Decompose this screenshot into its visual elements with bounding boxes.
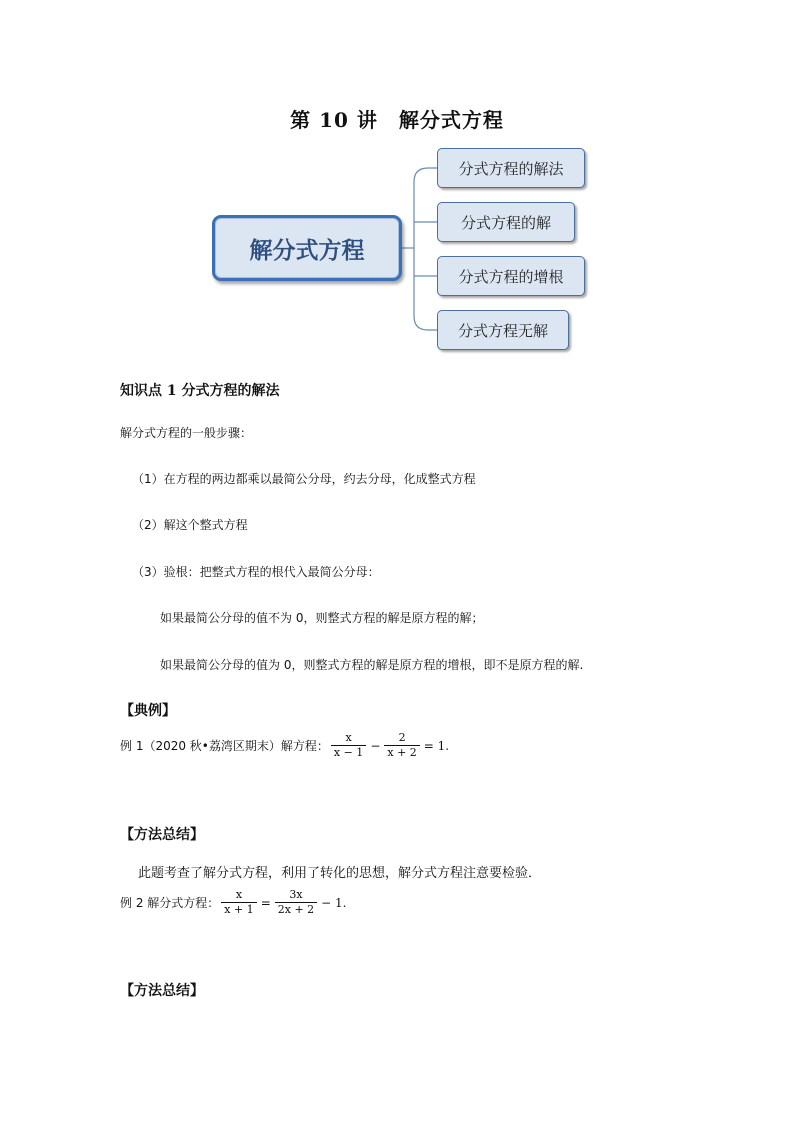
page-title: 第 10 讲 解分式方程 [290,108,504,132]
method-summary-label-2: 【方法总结】 [120,983,204,999]
example-1: 例 1（2020 秋•荔湾区期末）解方程： $\frac{x}{x - 1}$ − $\frac{2}{x + 2}$ = 1. [120,731,450,759]
intro-text: 解分式方程的一般步骤： [120,426,253,440]
method-summary-label-1: 【方法总结】 [120,827,204,843]
example-1-fraction-1: $\frac{x}{x - 1}$ [331,731,366,760]
section-title-knowledge-point-1: 知识点 1 分式方程的解法 [120,383,280,399]
mindmap-connectors [0,0,794,360]
step-3-text: （3）验根：把整式方程的根代入最简公分母： [132,565,380,579]
check-nonzero-text: 如果最简公分母的值不为 0，则整式方程的解是原方程的解； [160,611,484,625]
method-summary-text: 此题考查了解分式方程，利用了转化的思想，解分式方程注意要检验． [138,866,542,881]
typical-example-label: 【典例】 [120,703,176,719]
mindmap-branch-extraneous-root: 分式方程的增根 [437,256,585,296]
example-1-fraction-2: $\frac{2}{x + 2}$ [384,731,419,760]
example-2: 例 2 解分式方程： $\frac{x}{x + 1}$ = $\frac{3x}{2x + 2}$ − 1. [120,888,347,916]
mindmap-branch-solution: 分式方程的解 [437,202,575,242]
step-1-text: （1）在方程的两边都乘以最简公分母，约去分母，化成整式方程 [132,472,476,486]
check-zero-text: 如果最简公分母的值为 0，则整式方程的解是原方程的增根，即不是原方程的解. [160,658,584,672]
mindmap-branch-no-solution: 分式方程无解 [437,310,569,350]
example-2-prefix: 例 2 解分式方程： [120,896,220,910]
example-1-prefix: 例 1（2020 秋•荔湾区期末）解方程： [120,739,329,753]
step-2-text: （2）解这个整式方程 [132,518,248,532]
mindmap-root-node: 解分式方程 [212,215,402,281]
example-2-fraction-1: $\frac{x}{x + 1}$ [221,888,256,917]
example-2-fraction-2: $\frac{3x}{2x + 2}$ [275,888,317,917]
mind-map [0,0,794,360]
mindmap-branch-solving-method: 分式方程的解法 [437,148,585,188]
